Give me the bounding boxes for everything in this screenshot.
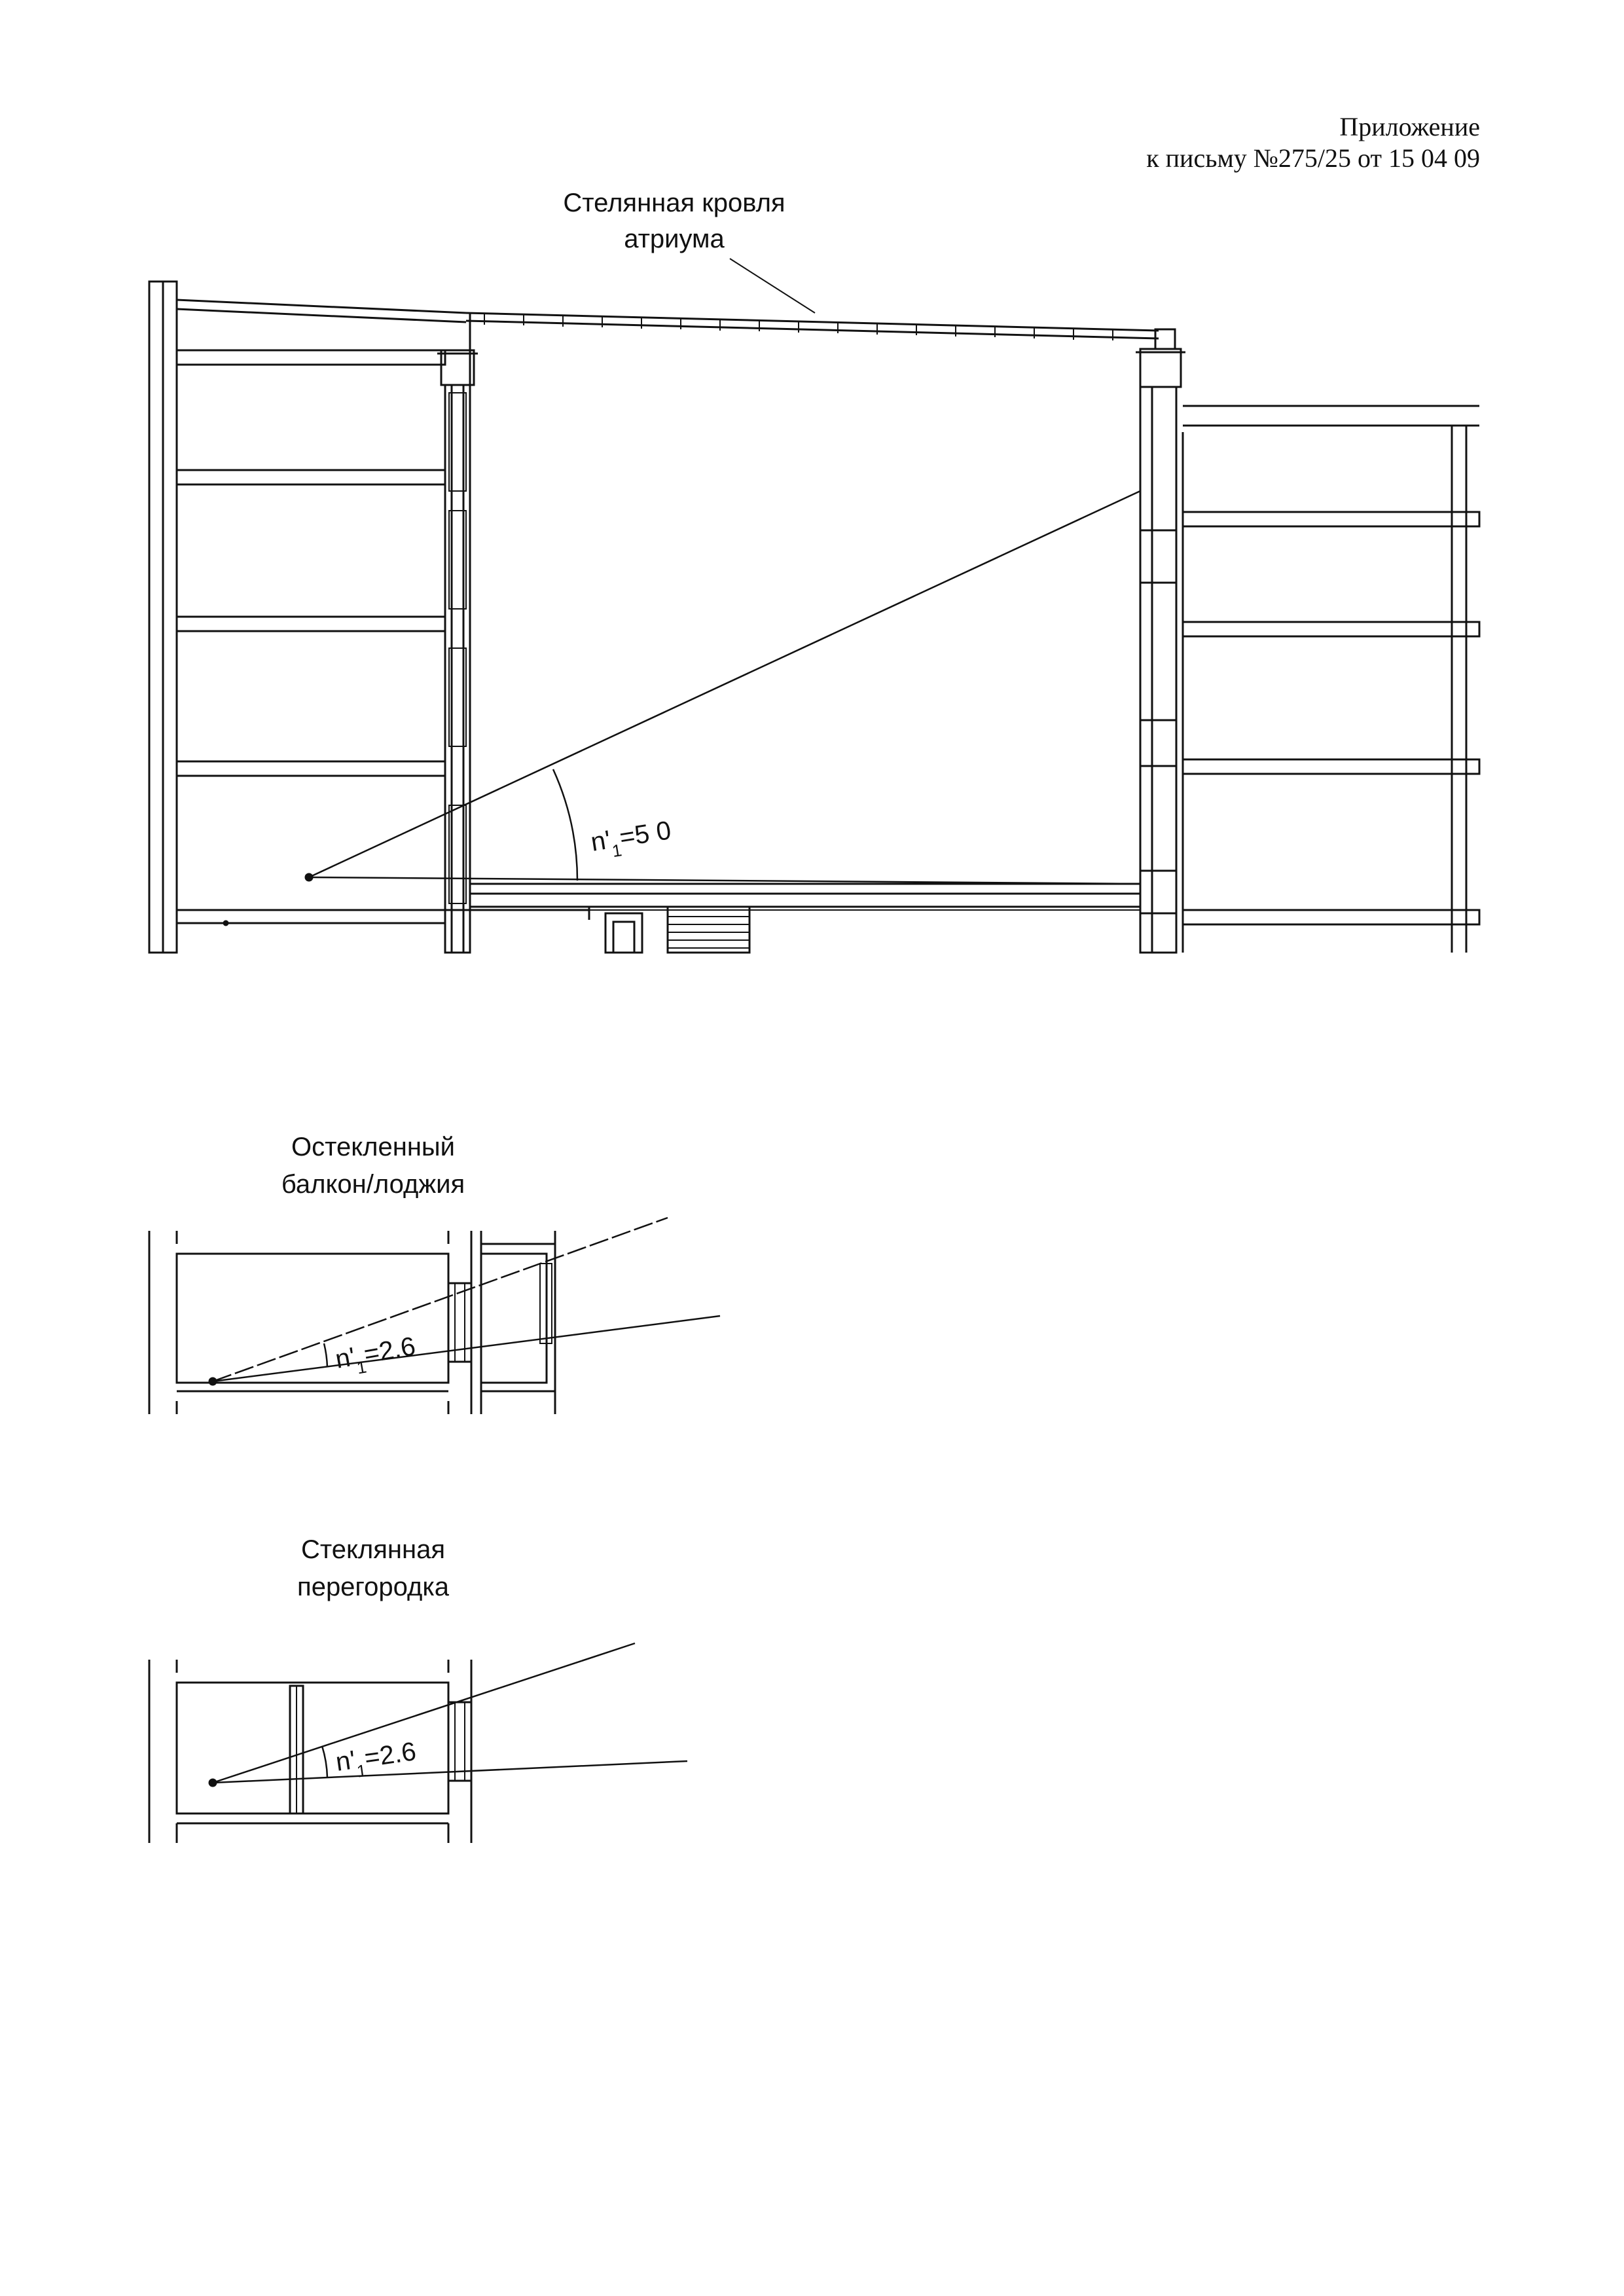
atrium-roof-label-line1: Стелянная кровля [563,189,785,217]
right-atrium-wall [1136,349,1185,953]
atrium-roof-label-line2: атриума [624,225,725,253]
left-building-floors [177,300,466,925]
letter-reference: к письму №275/25 от 15 04 09 [1146,143,1480,173]
glazed-balcony-diagram [149,1133,720,1414]
roof-leader-line [730,259,815,313]
balcony-angle-label: $n'_1=2.6$ [333,1332,418,1378]
balcony-label-line2: балкон/лоджия [281,1170,465,1199]
atrium-angle-label: $n'_1=5$ 0 [588,816,674,862]
balcony-label-line1: Остекленный [291,1133,456,1161]
left-outer-wall [149,282,177,953]
partition-angle-label: $n'_1=2.6$ [334,1737,418,1781]
atrium-angle-construction [306,491,1140,884]
right-building [1183,406,1479,953]
glass-partition-diagram [149,1535,687,1843]
glass-roof [466,313,1175,349]
partition-angle-arc [322,1746,327,1777]
angle-arc [553,769,577,881]
partition-label-line1: Стеклянная [300,1535,446,1564]
partition-label-line2: перегородка [297,1573,449,1601]
atrium-floor [177,884,1140,953]
left-atrium-wall [437,313,478,953]
attachment-title: Приложение [1339,112,1480,141]
atrium-section-diagram [149,189,1479,953]
balcony-angle-arc [324,1343,327,1367]
